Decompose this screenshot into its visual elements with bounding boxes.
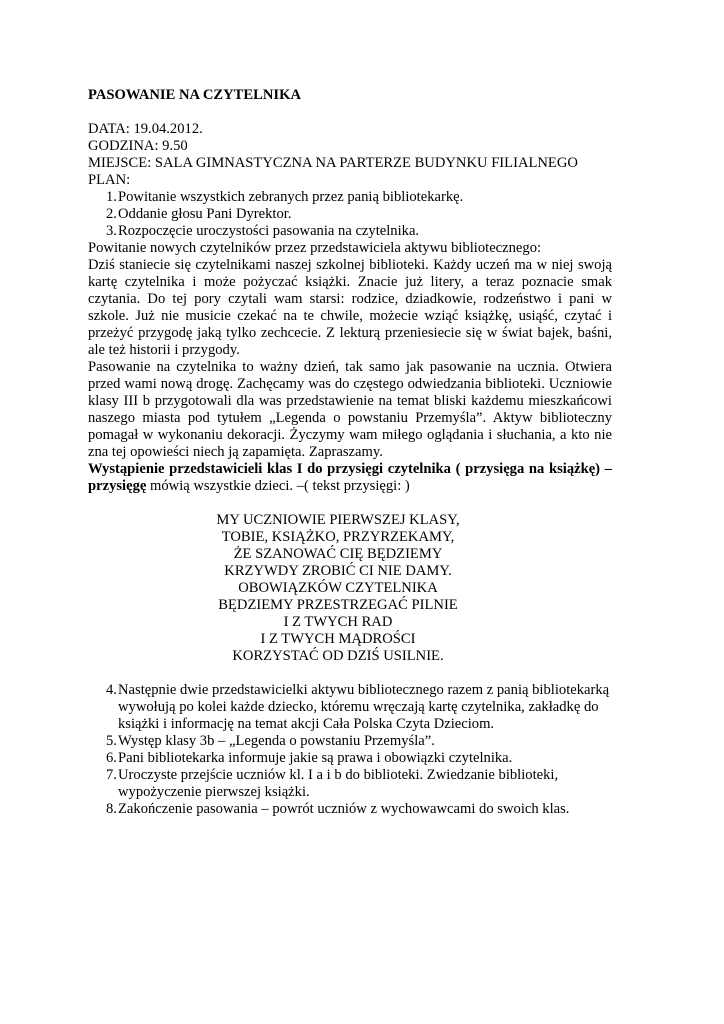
welcome-heading: Powitanie nowych czytelników przez przedstawiciela aktywu bibliotecznego: <box>88 240 542 256</box>
plan-label: PLAN: <box>88 172 131 188</box>
later-item <box>88 750 624 767</box>
plan-item <box>88 189 612 206</box>
oath-intro <box>88 461 612 495</box>
oath-line: ŻE SZANOWAĆ CIĘ BĘDZIEMY <box>233 546 443 562</box>
later-item <box>88 801 624 818</box>
plan-item <box>88 223 612 240</box>
oath-line: I Z TWYCH RAD <box>283 614 393 630</box>
oath-intro-bold: Wystąpienie przedstawicieli klas I do przysięgi czytelnika ( przysięga na książkę) – przysięgę <box>88 461 612 494</box>
welcome-text: Dziś staniecie się czytelnikami naszej szkolnej biblioteki. Każdy uczeń ma w niej swoją kartę czytelnika i może pożyczać książki. Znacie już litery, a teraz poznacie smak czytania. Do tej pory czytali wam starsi: rodzice, dziadkowie, rodzeństwo i pani w szkole. Już nie musicie czekać na te chwile, możecie wziąć książkę, usiąść, czytać i przeżyć przygodę jaką tylko zechcecie. Z lekturą przeniesiecie się w świat bajek, baśni, ale też historii i przygody. <box>88 257 612 358</box>
later-item-text: Występ klasy 3b – „Legenda o powstaniu Przemyśla”. <box>118 733 435 749</box>
oath-line: KRZYWDY ZROBIĆ CI NIE DAMY. <box>224 563 452 579</box>
event-date: DATA: 19.04.2012. <box>88 121 203 137</box>
later-item-number: 8. <box>106 801 117 817</box>
later-item-number: 4. <box>106 682 117 698</box>
later-item-number: 5. <box>106 733 117 749</box>
later-item-number: 7. <box>106 767 117 783</box>
oath-intro-normal: mówią wszystkie dzieci. –( tekst przysięgi: ) <box>146 478 410 494</box>
later-item-text: Pani bibliotekarka informuje jakie są prawa i obowiązki czytelnika. <box>118 750 513 766</box>
plan-item-number: 2. <box>106 206 117 222</box>
plan-item-number: 1. <box>106 189 117 205</box>
later-list <box>88 682 624 818</box>
later-item-text: Uroczyste przejście uczniów kl. I a i b do biblioteki. Zwiedzanie biblioteki, wypożyczenie pierwszej książki. <box>118 767 559 800</box>
oath-text <box>88 512 588 665</box>
ceremony-text: Pasowanie na czytelnika to ważny dzień, tak samo jak pasowanie na ucznia. Otwiera przed wami nową drogę. Zachęcamy was do częstego odwiedzania biblioteki. Uczniowie klasy III b przygotowali dla was przedstawienie na temat bliski każdemu mieszkańcowi naszego miasta pod tytułem „Legenda o powstaniu Przemyśla”. Aktyw biblioteczny pomagał w wykonaniu dekoracji. Życzymy wam miłego oglądania i słuchania, a kto nie zna tej opowieści niech ją zapamięta. Zapraszamy. <box>88 359 612 460</box>
document-page <box>88 87 612 818</box>
later-item-text: Zakończenie pasowania – powrót uczniów z wychowawcami do swoich klas. <box>118 801 570 817</box>
later-item <box>88 733 624 750</box>
plan-item <box>88 206 612 223</box>
oath-line: OBOWIĄZKÓW CZYTELNIKA <box>238 580 438 596</box>
later-item <box>88 682 624 733</box>
later-item-number: 6. <box>106 750 117 766</box>
oath-line: TOBIE, KSIĄŻKO, PRZYRZEKAMY, <box>221 529 455 545</box>
plan-item-text: Oddanie głosu Pani Dyrektor. <box>118 206 292 222</box>
plan-item-number: 3. <box>106 223 117 239</box>
document-title: PASOWANIE NA CZYTELNIKA <box>88 87 301 103</box>
later-item-text: Następnie dwie przedstawicielki aktywu bibliotecznego razem z panią bibliotekarką wywołują po kolei każde dziecko, któremu wręczają kartę czytelnika, zakładkę do książki i informację na temat akcji Cała Polska Czyta Dzieciom. <box>118 682 610 732</box>
event-place: MIEJSCE: SALA GIMNASTYCZNA NA PARTERZE BUDYNKU FILIALNEGO <box>88 155 578 171</box>
oath-line: BĘDZIEMY PRZESTRZEGAĆ PILNIE <box>218 597 458 613</box>
event-time: GODZINA: 9.50 <box>88 138 188 154</box>
oath-line: MY UCZNIOWIE PIERWSZEJ KLASY, <box>216 512 460 528</box>
plan-list <box>88 189 612 240</box>
plan-item-text: Rozpoczęcie uroczystości pasowania na czytelnika. <box>118 223 420 239</box>
later-item <box>88 767 624 801</box>
oath-line: KORZYSTAĆ OD DZIŚ USILNIE. <box>232 648 444 664</box>
oath-line: I Z TWYCH MĄDROŚCI <box>260 631 416 647</box>
plan-item-text: Powitanie wszystkich zebranych przez panią bibliotekarkę. <box>118 189 464 205</box>
